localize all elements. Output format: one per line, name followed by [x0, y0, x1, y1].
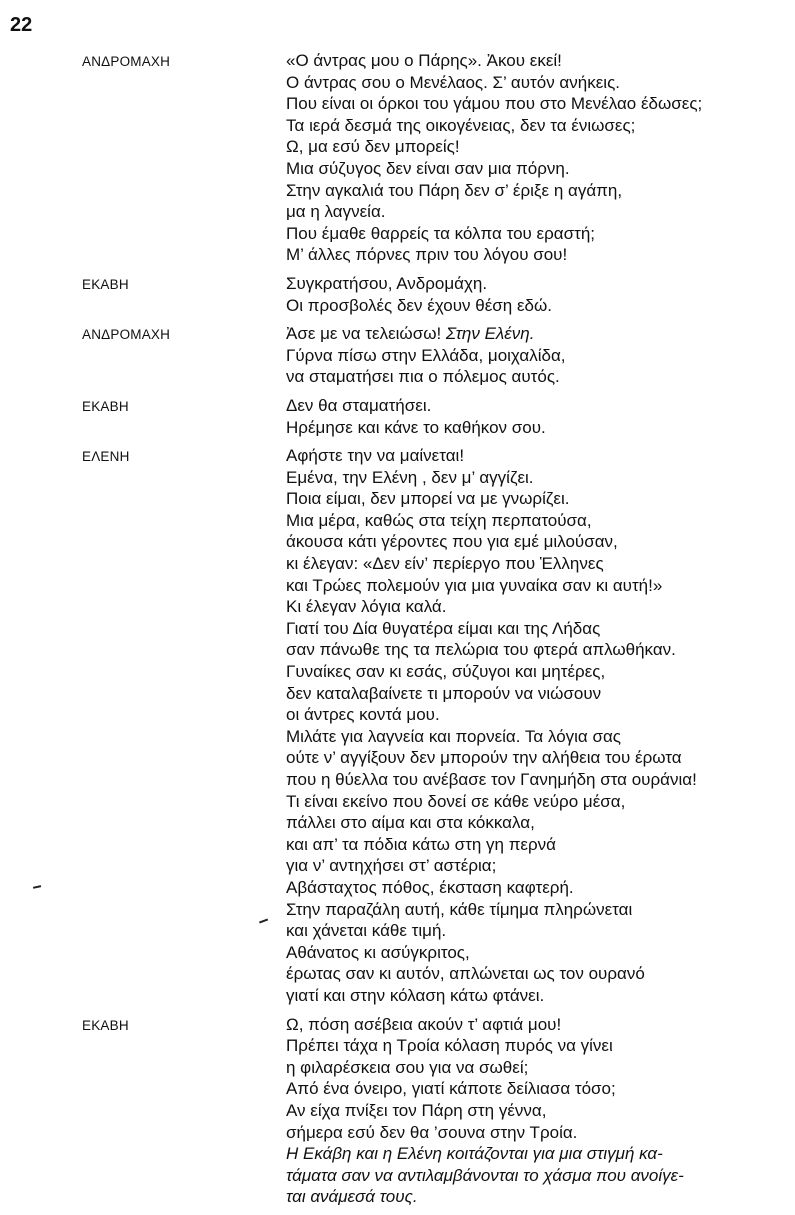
dialogue-lines — [286, 395, 786, 438]
verse-line: Μιλάτε για λαγνεία και πορνεία. Τα λόγια σας — [286, 726, 621, 746]
stage-direction-line: ται ανάμεσά τους. — [286, 1187, 418, 1207]
play-script — [0, 50, 795, 1215]
verse-line: Τι είναι εκείνο που δονεί σε κάθε νεύρο μέσα, — [286, 791, 626, 811]
dialogue-lines — [286, 1014, 786, 1208]
page-number: 22 — [10, 14, 33, 36]
verse-line: Εμένα, την Ελένη , δεν μ’ αγγίζει. — [286, 467, 534, 487]
verse-line: Μ’ άλλες πόρνες πριν του λόγου σου! — [286, 245, 568, 265]
verse-line: Κι έλεγαν λόγια καλά. — [286, 597, 447, 617]
verse-line: Πρέπει τάχα η Τροία κόλαση πυρός να γίνει — [286, 1036, 613, 1056]
verse-line: Γύρνα πίσω στην Ελλάδα, μοιχαλίδα, — [286, 345, 566, 365]
stage-direction-line: Η Εκάβη και η Ελένη κοιτάζονται για μια στιγμή κα- — [286, 1144, 663, 1164]
verse-line: δεν καταλαβαίνετε τι μπορούν να νιώσουν — [286, 683, 602, 703]
verse-line — [286, 323, 786, 345]
verse-line: Οι προσβολές δεν έχουν θέση εδώ. — [286, 295, 552, 315]
verse-line: Αβάσταχτος πόθος, έκσταση καφτερή. — [286, 877, 574, 897]
dialogue-block — [0, 273, 795, 316]
stage-direction-line: τάματα σαν να αντιλαμβάνονται το χάσμα που ανοίγε- — [286, 1165, 684, 1185]
dialogue-block — [0, 395, 795, 438]
speaker-name: ΕΛΕΝΗ — [82, 449, 130, 465]
stage-direction-inline: Στην Ελένη. — [445, 324, 535, 344]
verse-line: Ο άντρας σου ο Μενέλαος. Σ’ αυτόν ανήκεις. — [286, 72, 620, 92]
verse-line: κι έλεγαν: «Δεν είν’ περίεργο που Ἑλληνες — [286, 554, 604, 574]
verse-line: πάλλει στο αίμα και στα κόκκαλα, — [286, 813, 535, 833]
speaker-name: ΕΚΑΒΗ — [82, 276, 129, 292]
verse-line: γιατί και στην κόλαση κάτω φτάνει. — [286, 985, 545, 1005]
dialogue-block — [0, 445, 795, 1006]
verse-line: να σταματήσει πια ο πόλεμος αυτός. — [286, 367, 560, 387]
verse-line: Αφήστε την να μαίνεται! — [286, 446, 465, 466]
verse-line: Ω, πόση ασέβεια ακούν τ’ αφτιά μου! — [286, 1014, 562, 1034]
verse-line: Γιατί του Δία θυγατέρα είμαι και της Λήδας — [286, 618, 601, 638]
verse-line: Που είναι οι όρκοι του γάμου που στο Μενέλαο έδωσες; — [286, 94, 703, 114]
verse-line: Αθάνατος κι ασύγκριτος, — [286, 942, 470, 962]
verse-line: για ν’ αντηχήσει στ’ αστέρια; — [286, 856, 497, 876]
verse-line: Από ένα όνειρο, γιατί κάποτε δείλιασα τόσο; — [286, 1079, 616, 1099]
verse-line: Συγκρατήσου, Ανδρομάχη. — [286, 273, 488, 293]
verse-line: οι άντρες κοντά μου. — [286, 705, 440, 725]
verse-line: που η θύελλα του ανέβασε τον Γανημήδη στα ουράνια! — [286, 770, 697, 789]
verse-line: και απ’ τα πόδια κάτω στη γη περνά — [286, 834, 557, 854]
verse-line: και Τρώες πολεμούν για μια γυναίκα σαν κι αυτή!» — [286, 575, 663, 595]
dialogue-block — [0, 50, 795, 266]
verse-line: Στην παραζάλη αυτή, κάθε τίμημα πληρώνεται — [286, 899, 633, 919]
verse-line: σαν πάνωθε της τα πελώρια του φτερά απλωθήκαν. — [286, 640, 676, 660]
verse-line: μα η λαγνεία. — [286, 202, 386, 222]
verse-line: σήμερα εσύ δεν θα ’σουνα στην Τροία. — [286, 1122, 578, 1142]
verse-line: Ω, μα εσύ δεν μπορείς! — [286, 137, 460, 157]
verse-line: Δεν θα σταματήσει. — [286, 395, 432, 415]
verse-line: ούτε ν’ αγγίξουν δεν μπορούν την αλήθεια του έρωτα — [286, 748, 682, 768]
verse-line: Ηρέμησε και κάνε το καθήκον σου. — [286, 417, 546, 437]
dialogue-lines — [286, 445, 786, 1006]
verse-line: έρωτας σαν κι αυτόν, απλώνεται ως τον ουρανό — [286, 964, 645, 984]
verse-line: Μια σύζυγος δεν είναι σαν μια πόρνη. — [286, 158, 570, 178]
speaker-name: ΕΚΑΒΗ — [82, 1017, 129, 1033]
verse-text: Ἀσε με να τελειώσω! — [286, 324, 446, 344]
speaker-name: ΕΚΑΒΗ — [82, 398, 129, 414]
dialogue-block — [0, 1014, 795, 1208]
verse-line: Που έμαθε θαρρείς τα κόλπα του εραστή; — [286, 223, 596, 243]
speaker-name: ΑΝΔΡΟΜΑΧΗ — [82, 327, 171, 343]
verse-line: «Ο άντρας μου ο Πάρης». Ἀκου εκεί! — [286, 51, 562, 70]
dialogue-lines — [286, 323, 786, 388]
dialogue-block — [0, 323, 795, 388]
verse-line: Ποια είμαι, δεν μπορεί να με γνωρίζει. — [286, 489, 570, 509]
verse-line: Αν είχα πνίξει τον Πάρη στη γέννα, — [286, 1100, 547, 1120]
dialogue-lines — [286, 273, 786, 316]
speaker-name: ΑΝΔΡΟΜΑΧΗ — [82, 54, 171, 69]
verse-line: και χάνεται κάθε τιμή. — [286, 921, 447, 941]
verse-line: Στην αγκαλιά του Πάρη δεν σ’ έριξε η αγάπη, — [286, 180, 623, 200]
verse-line: Τα ιερά δεσμά της οικογένειας, δεν τα ένιωσες; — [286, 115, 636, 135]
verse-line: η φιλαρέσκεια σου για να σωθεί; — [286, 1057, 529, 1077]
verse-line: Μια μέρα, καθώς στα τείχη περπατούσα, — [286, 510, 592, 530]
verse-line: Γυναίκες σαν κι εσάς, σύζυγοι και μητέρες, — [286, 662, 606, 682]
verse-line: άκουσα κάτι γέροντες που για εμέ μιλούσαν, — [286, 532, 618, 552]
dialogue-lines — [286, 50, 786, 266]
